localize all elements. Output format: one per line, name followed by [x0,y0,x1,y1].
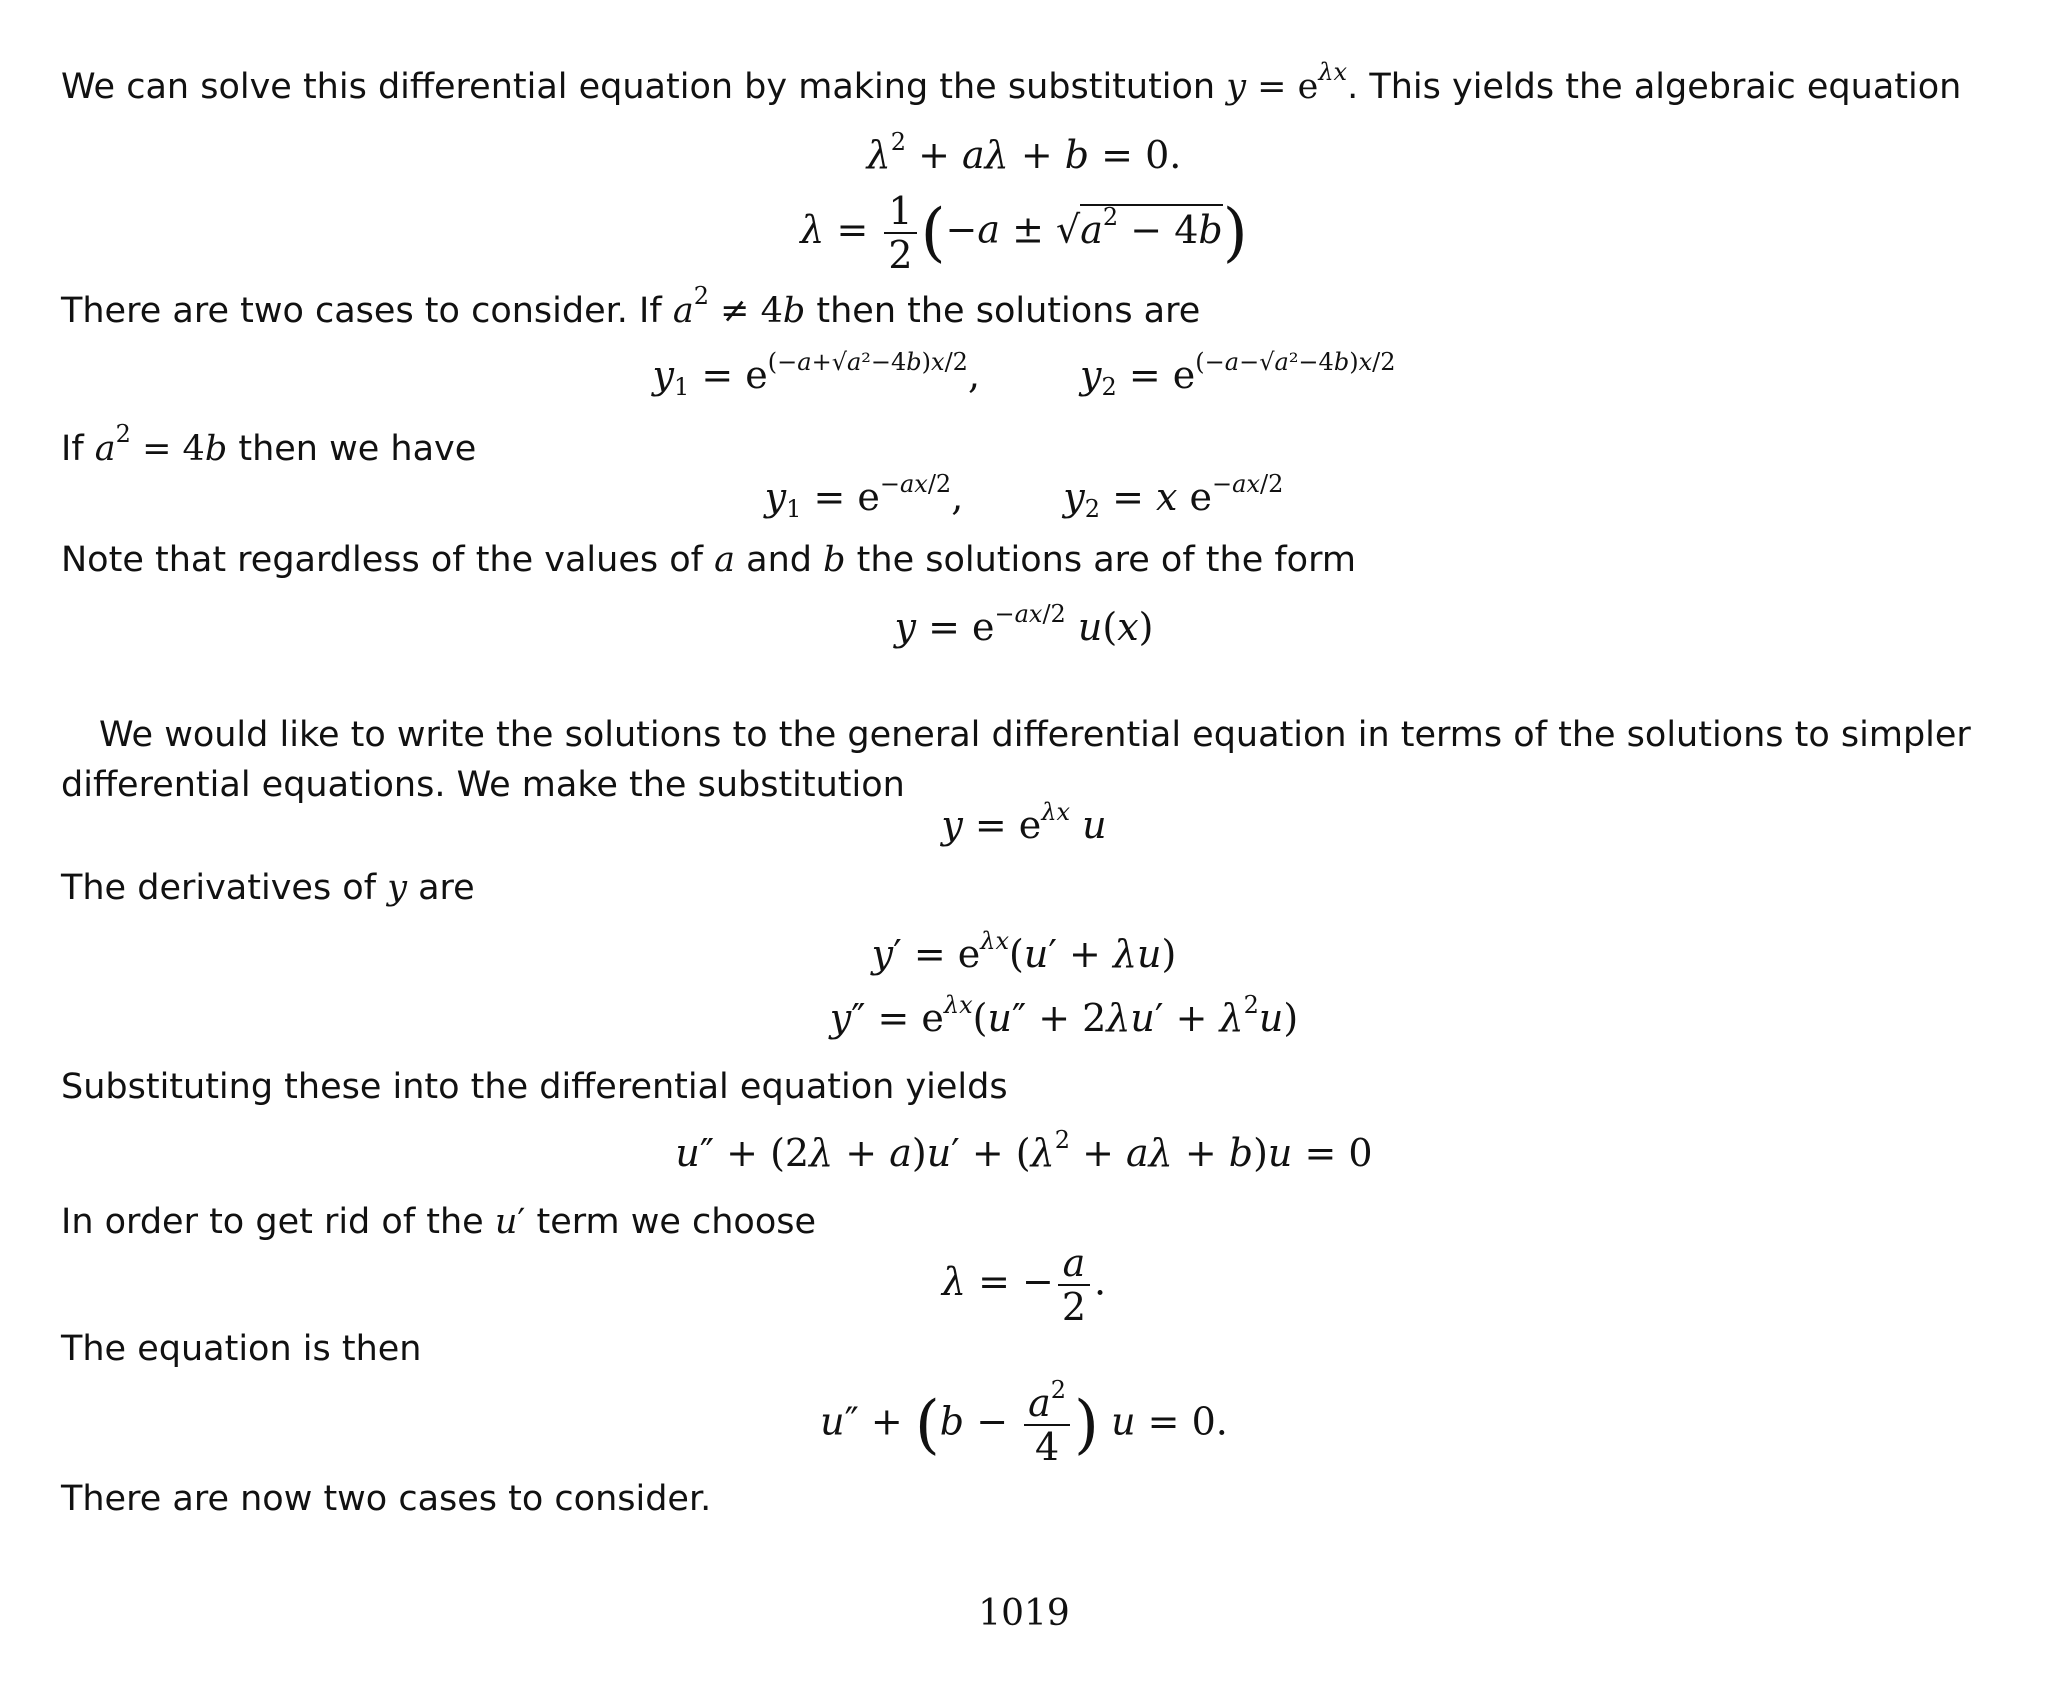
text-algebraic-intro: . This yields the algebraic equation [1347,67,1962,107]
equation-first-derivative: $y' = e^{\lambda x}(u' + \lambda u)$ [871,927,1177,976]
paragraph-general-form: Note that regardless of the values of a and b the solutions are of the form [61,540,1356,580]
text-term-choose: term we choose [536,1202,817,1242]
equation-u-form: $u'' + (2\lambda + a)u' + (\lambda^2 + a\lambda + b)u = 0$ [675,1126,1373,1175]
paragraph-choose-lambda: In order to get rid of the u′ term we choose [61,1202,817,1242]
equation-second-derivative: $y'' = e^{\lambda x}(u'' + 2\lambda u' + \lambda^2u)$ [829,991,1299,1040]
paragraph-equation-then: The equation is then [61,1329,422,1369]
paragraph-two-cases-now: There are now two cases to consider. [61,1479,712,1519]
paragraph-substituting: Substituting these into the differential equation yields [61,1067,1008,1107]
text-are: are [418,868,475,908]
text-get-rid: In order to get rid of the [61,1202,484,1242]
text-solutions-are: then the solutions are [816,291,1201,331]
equation-general-form: $y = e^{-ax/2}$ u(x) [894,600,1154,649]
paragraph-two-cases: There are two cases to consider. If $a^2 \ne 4b$ then the solutions are [61,282,1201,331]
equation-lambda-choice: λ = − $\frac{a}{2}$ . [941,1241,1107,1329]
text-solutions-form: the solutions are of the form [856,540,1356,580]
page-number: 1019 [978,1593,1070,1634]
text-if: If [61,429,84,469]
text-then-we-have: then we have [238,429,477,469]
math-inline-y-exp: y [1226,67,1247,107]
text-note-values: Note that regardless of the values of [61,540,703,580]
text-substitution-intro: We can solve this differential equation by making the substitution [61,67,1216,107]
text-and: and [746,540,812,580]
text-derivatives-of: The derivatives of [61,868,377,908]
paragraph-substitution: We can solve this differential equation by making the substitution $y = e^{\lambda x}$. This yields the algebraic equation [61,58,1962,107]
paragraph-repeated-root: If $a^2 = 4b$ then we have [61,420,477,469]
paragraph-derivatives: The derivatives of y are [61,868,475,908]
text-two-cases: There are two cases to consider. If [61,291,662,331]
equation-characteristic: $\lambda^2 + a\lambda + b = 0$. [866,128,1182,177]
equation-distinct-solutions: $y_1 = e^{(-a+√a^2-4b)x/2}$, $y_2 = e^{(-a-√a^2-4b)x/2}$ [652,348,1396,402]
equation-reduced: u″ + (b − $\frac{a^2}{4}$ ) u = 0. [820,1376,1228,1469]
paragraph-general-substitution: We would like to write the solutions to the general differential equation in terms of the solutions to simpler differential equations. We make the substitution [61,715,1971,805]
equation-lambda-roots: λ = $\frac{1}{2}$ $(-a \pm √a^2 - 4b)$ [800,189,1248,277]
equation-substitution-u: $y = e^{\lambda x}$ u [941,798,1107,847]
equation-repeated-solutions: $y_1 = e^{-ax/2}$, $y_2 = x$ $e^{-ax/2}$ [764,470,1284,524]
